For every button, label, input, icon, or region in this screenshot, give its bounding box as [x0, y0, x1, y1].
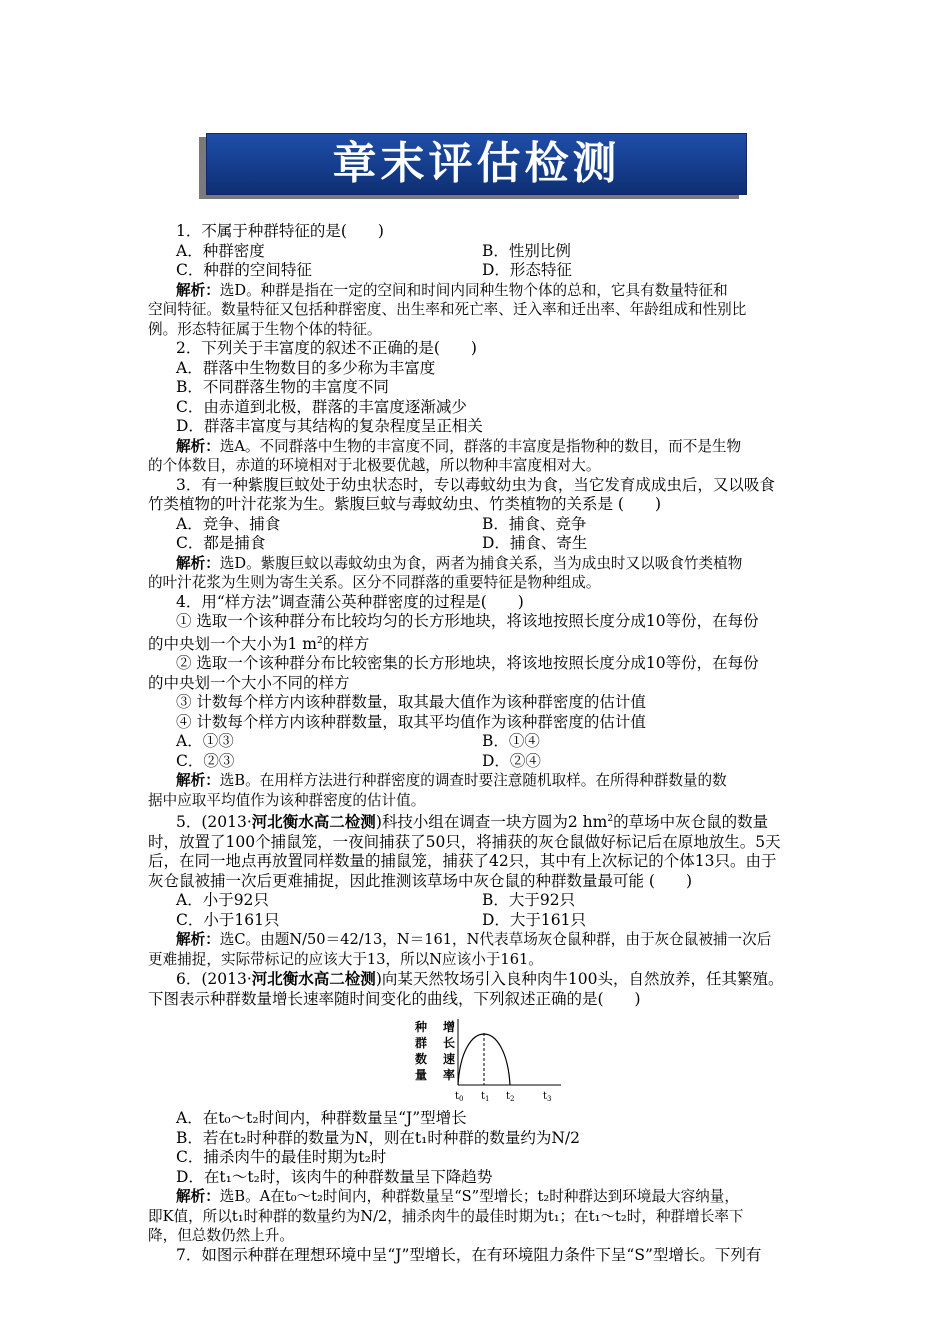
q4-option-b: B．①④ — [482, 732, 540, 751]
q7-stem: 7．如图示种群在理想环境中呈“J”型增长，在有环境阻力条件下呈“S”型增长。下列有 — [176, 1245, 762, 1264]
growth-rate-chart — [411, 1015, 571, 1105]
q1-option-a: A．种群密度 — [176, 241, 265, 260]
tick-t3: $t_3$ — [543, 1091, 552, 1104]
q4-option-c: C．②③ — [176, 751, 235, 770]
q4-option-d: D．②④ — [482, 751, 541, 770]
q5-stem-text: )科技小组在调查一块方圆为2 hm — [375, 813, 608, 832]
ylabel-char: 群 — [415, 1036, 428, 1051]
q4-statement-2: ② 选取一个该种群分布比较密集的长方形地块，将该地按照长度分成10等份，在每份 — [176, 654, 759, 673]
q3-stem: 3．有一种紫腹巨蚊处于幼虫状态时，专以毒蚊幼虫为食，当它发育成成虫后，又以吸食 — [176, 475, 775, 494]
q5-options-cd — [148, 911, 808, 931]
q4-statement-3: ③ 计数每个样方内该种群数量，取其最大值作为该种群密度的估计值 — [176, 693, 646, 712]
q3-analysis — [148, 554, 808, 574]
q1-stem: 1．不属于种群特征的是( ) — [176, 222, 384, 240]
q1-analysis-line: 例。形态特征属于生物个体的特征。 — [148, 320, 382, 338]
q6-analysis-line: 降，但总数仍然上升。 — [148, 1227, 294, 1245]
ylabel-char: 增 — [443, 1020, 456, 1035]
analysis-label: 解析： — [176, 1188, 220, 1206]
q4-option-a: A．①③ — [176, 732, 234, 751]
ylabel-char: 量 — [415, 1068, 428, 1083]
q6-option-c: C．捕杀肉牛的最佳时期为t₂时 — [176, 1148, 387, 1167]
q6-analysis — [148, 1187, 808, 1207]
q4-statement-1: ① 选取一个该种群分布比较均匀的长方形地块，将该地按照长度分成10等份，在每份 — [176, 612, 759, 630]
q6-analysis-line: 即K值，所以t₁时种群的数量约为N/2，捕杀肉牛的最佳时期为t₁；在t₁～t₂时，种群增长率下 — [148, 1207, 744, 1225]
q4-s1-sup: 2 — [317, 635, 323, 646]
q2-stem: 2．下列关于丰富度的叙述不正确的是( ) — [176, 339, 477, 357]
q1-analysis — [148, 281, 808, 301]
q1-analysis-line: 选D。种群是指在一定的空间和时间内同种生物个体的总和，它具有数量特征和 — [219, 281, 728, 299]
q2-option-c: C．由赤道到北极，群落的丰富度逐渐减少 — [176, 397, 467, 416]
q1-option-d: D．形态特征 — [482, 261, 572, 279]
q5-option-d: D．大于161只 — [482, 910, 587, 929]
analysis-label: 解析： — [176, 281, 220, 299]
q4-options-ab — [148, 732, 808, 752]
q3-analysis-line: 的叶汁花浆为生则为寄生关系。区分不同群落的重要特征是物种组成。 — [148, 574, 601, 591]
q5-stem-line: 灰仓鼠被捕一次后更难捕捉，因此推测该草场中灰仓鼠的种群数量最可能 ( ) — [148, 871, 693, 890]
growth-rate-graph — [148, 1015, 808, 1105]
ylabel-char: 数 — [415, 1052, 428, 1067]
exam-content — [148, 222, 808, 1265]
q6-analysis-line: 选B。A在t₀～t₂时间内，种群数量呈“S”型增长；t₂时种群达到环境最大容纳量， — [219, 1188, 739, 1206]
q3-option-c: C．都是捕食 — [176, 534, 266, 552]
q5-number: 5．(2013· — [176, 813, 252, 832]
q6-source: 河北衡水高二检测 — [251, 969, 376, 989]
q3-stem-cont: 竹类植物的叶汁花浆为生。紫腹巨蚊与毒蚊幼虫、竹类植物的关系是 ( ) — [148, 495, 662, 513]
q5-stem-line: 后，在同一地点再放置同样数量的捕鼠笼，捕获了42只，其中有上次标记的个体13只。由于 — [148, 852, 777, 871]
q2-option-d: D．群落丰富度与其结构的复杂程度呈正相关 — [176, 417, 483, 435]
tick-t2: $t_2$ — [506, 1091, 515, 1104]
q6-option-d: D．在t₁～t₂时，该肉牛的种群数量呈下降趋势 — [176, 1167, 493, 1186]
q3-options-cd — [148, 534, 808, 554]
q4-options-cd — [148, 752, 808, 772]
q2-analysis — [148, 437, 808, 457]
q4-analysis-line: 选B。在用样方法进行种群密度的调查时要注意随机取样。在所得种群数量的数 — [219, 772, 727, 790]
analysis-label: 解析： — [176, 554, 220, 572]
q4-s1-text: 的中央划一个大小为1 m — [148, 634, 317, 653]
q3-option-b: B．捕食、竞争 — [482, 514, 587, 533]
q1-analysis-line: 空间特征。数量特征又包括种群密度、出生率和死亡率、迁入率和迁出率、年龄组成和性别比 — [148, 301, 747, 318]
q1-option-c: C．种群的空间特征 — [176, 261, 312, 279]
q5-option-b: B．大于92只 — [482, 891, 576, 910]
q4-statement-1-cont — [148, 632, 808, 655]
q1-option-b: B．性别比例 — [482, 241, 571, 260]
q5-options-ab — [148, 891, 808, 911]
q4-analysis-line: 据中应取平均值作为该种群密度的估计值。 — [148, 791, 426, 809]
banner-title: 章末评估检测 — [332, 138, 621, 189]
q1-options-ab — [148, 242, 808, 262]
q4-s1-text-end: 的样方 — [322, 634, 370, 653]
tick-t0: $t_0$ — [455, 1091, 464, 1104]
q3-analysis-line: 选D。紫腹巨蚊以毒蚊幼虫为食，两者为捕食关系，当为成虫时又以吸食竹类植物 — [219, 554, 743, 572]
q3-option-d: D．捕食、寄生 — [482, 534, 588, 552]
q6-option-a: A．在t₀～t₂时间内，种群数量呈“J”型增长 — [176, 1109, 467, 1128]
q5-sup: 2 — [607, 814, 614, 825]
q6-option-b: B．若在t₂时种群的数量为N，则在t₁时种群的数量约为N/2 — [176, 1128, 580, 1147]
ylabel-char: 率 — [443, 1068, 456, 1083]
q6-number: 6．(2013· — [176, 970, 252, 989]
ylabel-char: 种 — [415, 1020, 428, 1035]
q4-stem: 4．用“样方法”调查蒲公英种群密度的过程是( ) — [176, 592, 524, 611]
chapter-banner — [199, 133, 747, 199]
q6-stem-text: )向某天然牧场引入良种肉牛100头，自然放养，任其繁殖。 — [375, 970, 784, 989]
q5-source: 河北衡水高二检测 — [251, 812, 376, 832]
q2-option-a: A．群落中生物数目的多少称为丰富度 — [176, 358, 436, 377]
analysis-label: 解析： — [176, 772, 220, 790]
q1-options-cd — [148, 261, 808, 281]
q3-option-a: A．竞争、捕食 — [176, 514, 281, 533]
q5-stem — [148, 810, 808, 833]
q2-option-b: B．不同群落生物的丰富度不同 — [176, 378, 389, 396]
analysis-label: 解析： — [176, 437, 220, 455]
q5-analysis — [148, 930, 808, 950]
q4-statement-4: ④ 计数每个样方内该种群数量，取其平均值作为该种群密度的估计值 — [176, 712, 646, 731]
q4-analysis — [148, 771, 808, 791]
ylabel-char: 速 — [443, 1052, 456, 1067]
analysis-label: 解析： — [176, 931, 220, 949]
q3-options-ab — [148, 515, 808, 535]
q5-stem-line: 时，放置了100个捕鼠笼，一夜间捕获了50只，将捕获的灰仓鼠做好标记后在原地放生。5天 — [148, 832, 781, 851]
q5-analysis-line: 更难捕捉，实际带标记的应该大于13，所以N应该小于161。 — [148, 950, 543, 968]
tick-t1: $t_1$ — [481, 1091, 490, 1104]
q6-stem-line: 下图表示种群数量增长速率随时间变化的曲线，下列叙述正确的是( ) — [148, 989, 641, 1008]
q2-analysis-line: 选A。不同群落中生物的丰富度不同，群落的丰富度是指物种的数目，而不是生物 — [219, 437, 742, 455]
q5-option-a: A．小于92只 — [176, 891, 269, 910]
q5-stem-end: 的草场中灰仓鼠的数量 — [613, 813, 769, 832]
ylabel-char: 长 — [443, 1036, 456, 1051]
q2-analysis-line: 的个体数目，赤道的环境相对于北极要优越，所以物种丰富度相对大。 — [148, 457, 601, 474]
q6-stem — [148, 969, 808, 990]
q5-analysis-line: 选C。由题N/50＝42/13，N＝161，N代表草场灰仓鼠种群，由于灰仓鼠被捕一次后 — [219, 931, 772, 949]
q4-statement-2-cont: 的中央划一个大小不同的样方 — [148, 673, 350, 692]
q5-option-c: C．小于161只 — [176, 910, 280, 929]
